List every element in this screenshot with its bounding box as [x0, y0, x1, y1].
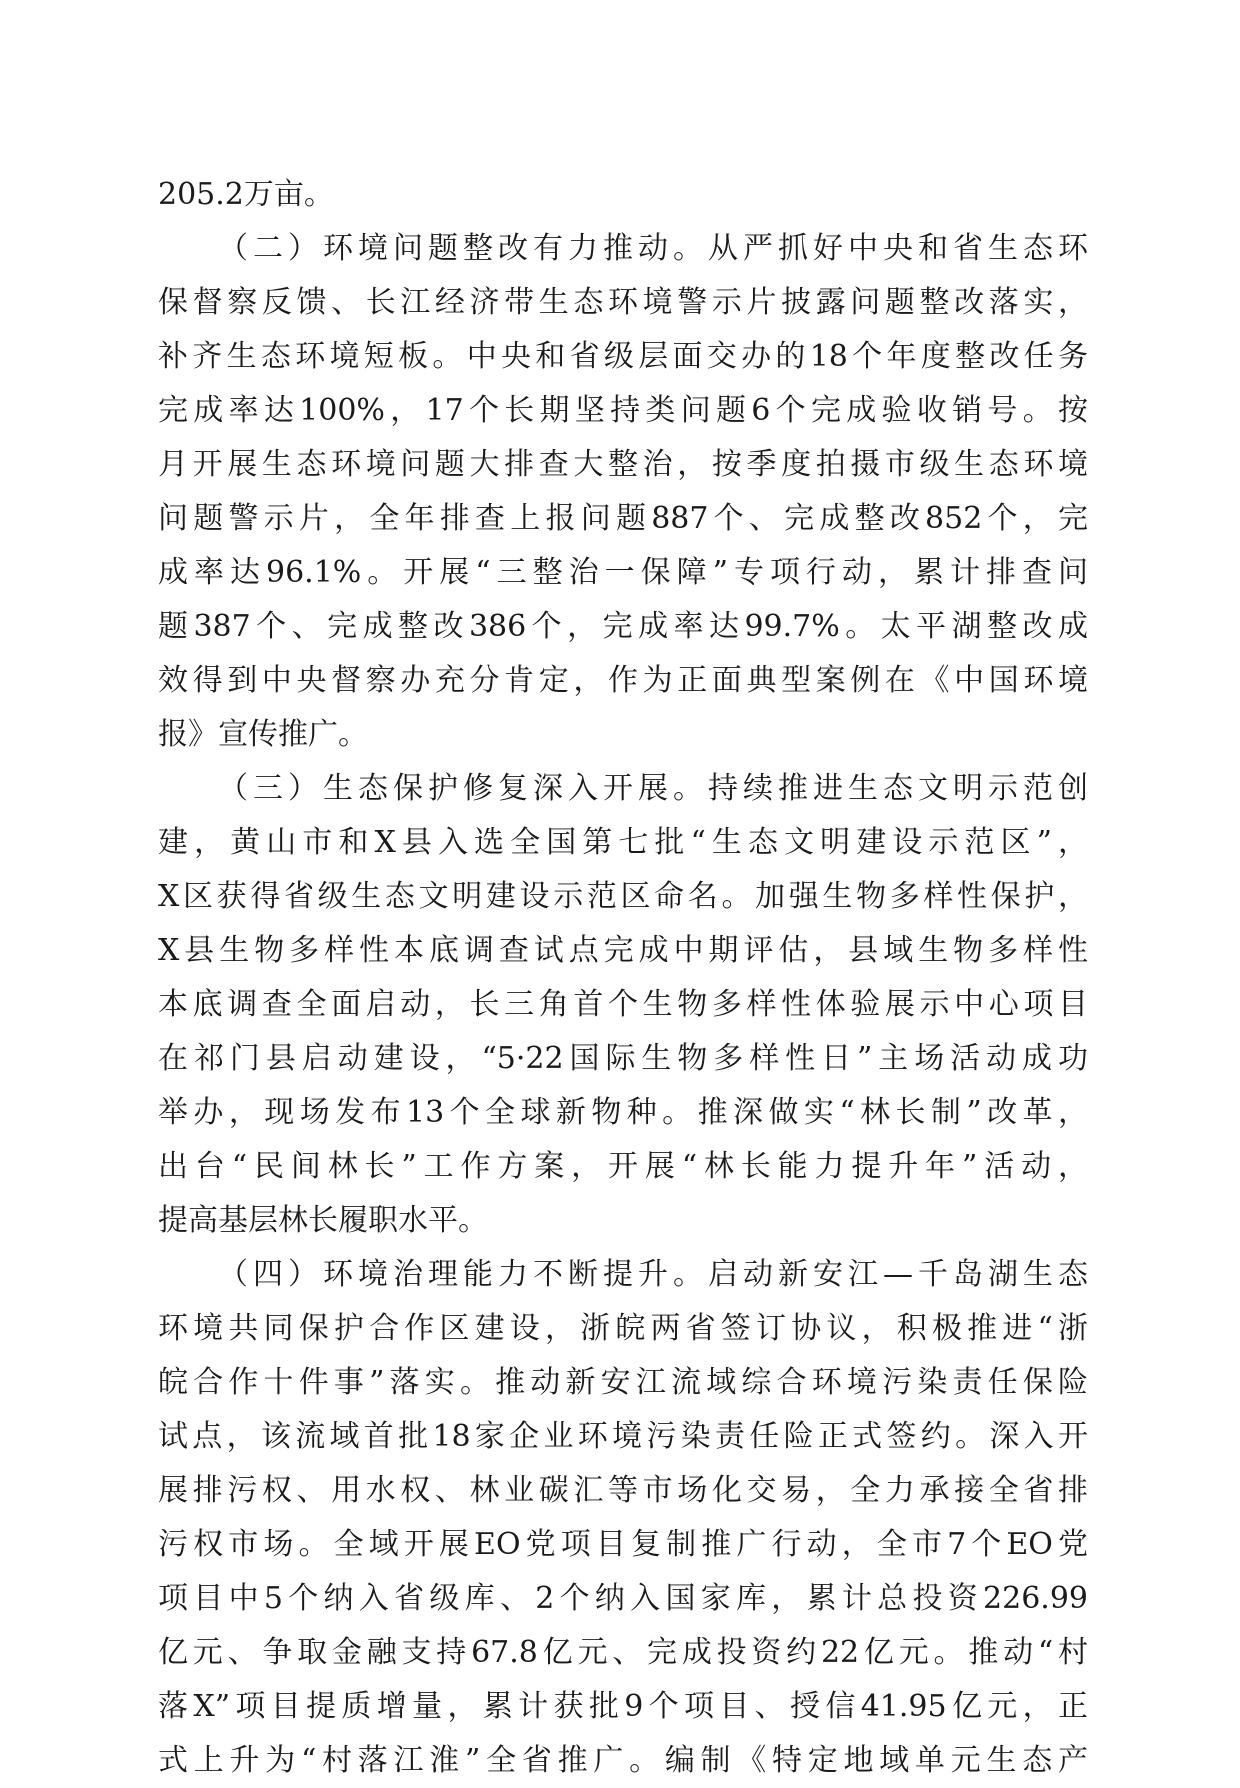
text-line: 落X”项目提质增量，累计获批9个项目、授信41.95亿元，正: [158, 1689, 1088, 1724]
text-line: 式上升为“村落江淮”全省推广。编制《特定地域单元生态产: [158, 1743, 1088, 1778]
text-line: 展排污权、用水权、林业碳汇等市场化交易，全力承接全省排: [158, 1473, 1088, 1508]
text-line: 报》宣传推广。: [158, 717, 368, 752]
text-line: 保督察反馈、长江经济带生态环境警示片披露问题整改落实，: [158, 285, 1088, 320]
text-line: 效得到中央督察办充分肯定，作为正面典型案例在《中国环境: [158, 663, 1088, 698]
text-line: X县生物多样性本底调查试点完成中期评估，县域生物多样性: [158, 933, 1088, 968]
text-line: 项目中5个纳入省级库、2个纳入国家库，累计总投资226.99: [158, 1581, 1088, 1616]
text-line: 补齐生态环境短板。中央和省级层面交办的18个年度整改任务: [158, 339, 1088, 374]
text-line: 成率达96.1%。开展“三整治一保障”专项行动，累计排查问: [158, 555, 1088, 590]
text-line: 205.2万亩。: [158, 177, 334, 212]
text-line: 题387个、完成整改386个，完成率达99.7%。太平湖整改成: [158, 609, 1088, 644]
text-line: X区获得省级生态文明建设示范区命名。加强生物多样性保护，: [158, 879, 1088, 914]
text-line: 月开展生态环境问题大排查大整治，按季度拍摄市级生态环境: [158, 447, 1088, 482]
text-line: 问题警示片，全年排查上报问题887个、完成整改852个，完: [158, 501, 1088, 536]
text-line: 环境共同保护合作区建设，浙皖两省签订协议，积极推进“浙: [158, 1311, 1088, 1346]
text-line: 提高基层林长履职水平。: [158, 1203, 488, 1238]
paragraph-heading-line: （二）环境问题整改有力推动。从严抓好中央和省生态环: [218, 231, 1088, 266]
text-line: 举办，现场发布13个全球新物种。推深做实“林长制”改革，: [158, 1095, 1088, 1130]
paragraph-heading-line: （三）生态保护修复深入开展。持续推进生态文明示范创: [218, 771, 1088, 806]
text-line: 皖合作十件事”落实。推动新安江流域综合环境污染责任保险: [158, 1365, 1088, 1400]
text-line: 完成率达100%，17个长期坚持类问题6个完成验收销号。按: [158, 393, 1088, 428]
body-text: [158, 168, 1088, 1788]
text-line: 亿元、争取金融支持67.8亿元、完成投资约22亿元。推动“村: [158, 1635, 1088, 1670]
text-line: 建，黄山市和X县入选全国第七批“生态文明建设示范区”，: [158, 825, 1088, 860]
text-line: 在祁门县启动建设，“5·22国际生物多样性日”主场活动成功: [158, 1041, 1088, 1076]
text-line: 试点，该流域首批18家企业环境污染责任险正式签约。深入开: [158, 1419, 1088, 1454]
paragraph-heading-line: （四）环境治理能力不断提升。启动新安江—千岛湖生态: [218, 1257, 1088, 1292]
text-line: 出台“民间林长”工作方案，开展“林长能力提升年”活动，: [158, 1149, 1088, 1184]
text-line: 本底调查全面启动，长三角首个生物多样性体验展示中心项目: [158, 987, 1088, 1022]
text-line: 污权市场。全域开展EO党项目复制推广行动，全市7个EO党: [158, 1527, 1088, 1562]
